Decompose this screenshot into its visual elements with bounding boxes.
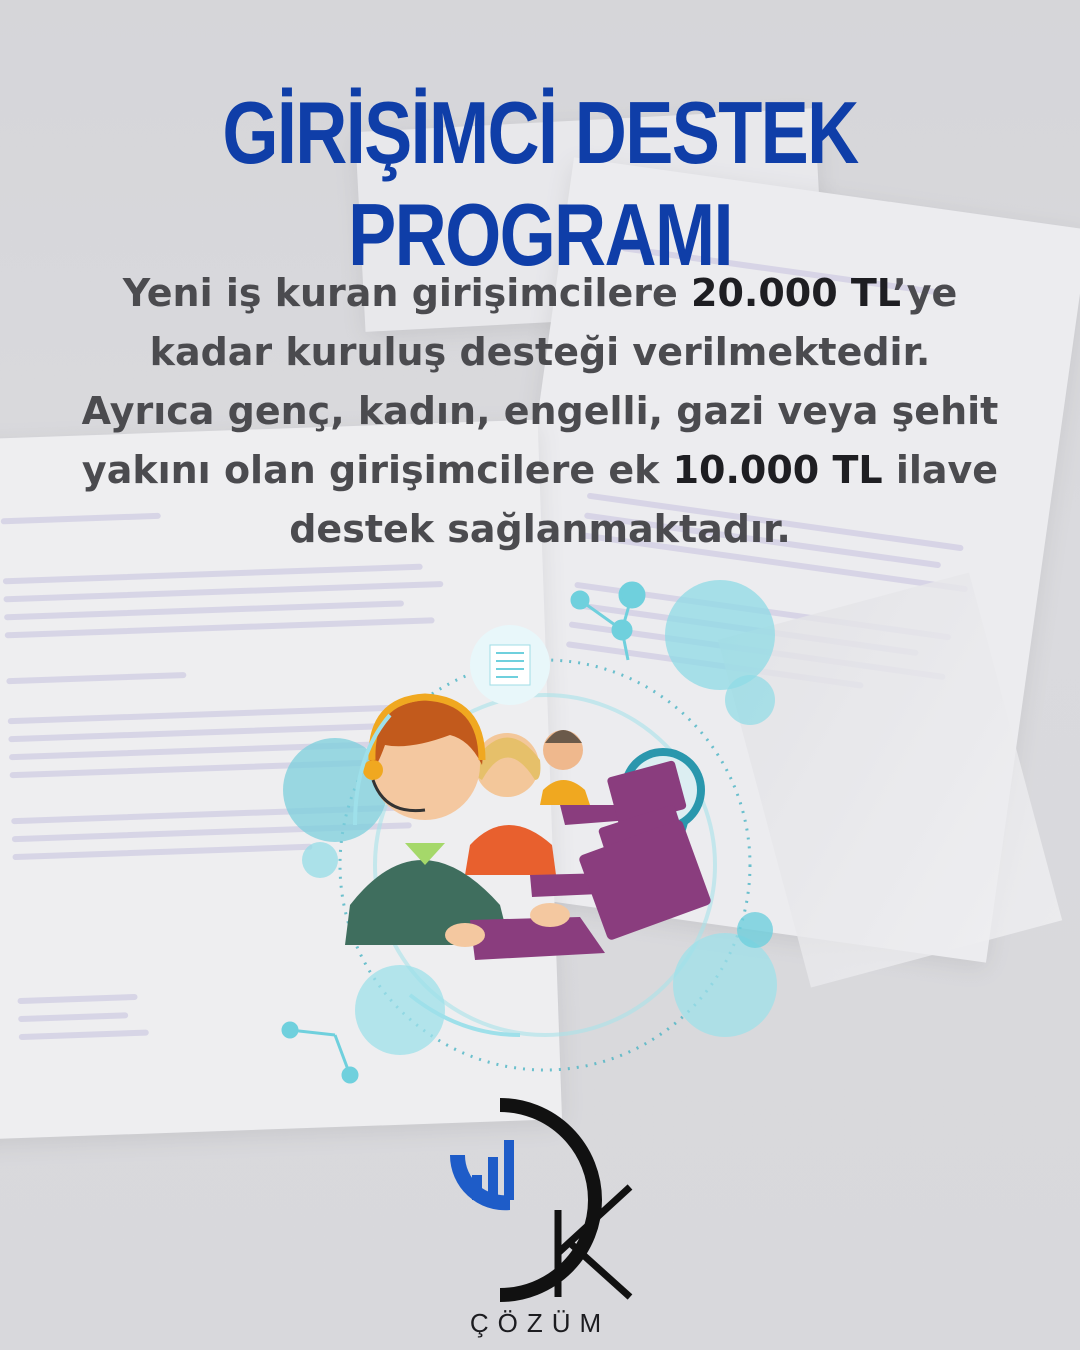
page-title: GİRİŞİMCİ DESTEK PROGRAMI <box>222 83 858 284</box>
description-line-5: destek sağlanmaktadır. <box>289 507 791 551</box>
document-icon <box>470 625 550 705</box>
bar-chart-logo-icon <box>430 1095 660 1335</box>
support-team-illustration <box>260 575 820 1095</box>
description-text <box>40 264 1040 559</box>
description-line-4: yakını olan girişimcilere ek 10.000 TL ilave <box>81 448 999 492</box>
description-line-3: Ayrıca genç, kadın, engelli, gazi veya şehit <box>81 389 999 433</box>
bubble-large-top <box>665 580 775 690</box>
bubble-bottom-right <box>673 933 777 1037</box>
amount-highlight-20000: 20.000 TL <box>691 271 893 315</box>
description-line-2: kadar kuruluş desteği verilmektedir. <box>149 330 931 374</box>
brand-name: ÇÖZÜM <box>469 1308 611 1338</box>
description-line-1: Yeni iş kuran girişimcilere 20.000 TL’ye <box>122 271 958 315</box>
amount-highlight-10000: 10.000 TL <box>672 448 883 492</box>
